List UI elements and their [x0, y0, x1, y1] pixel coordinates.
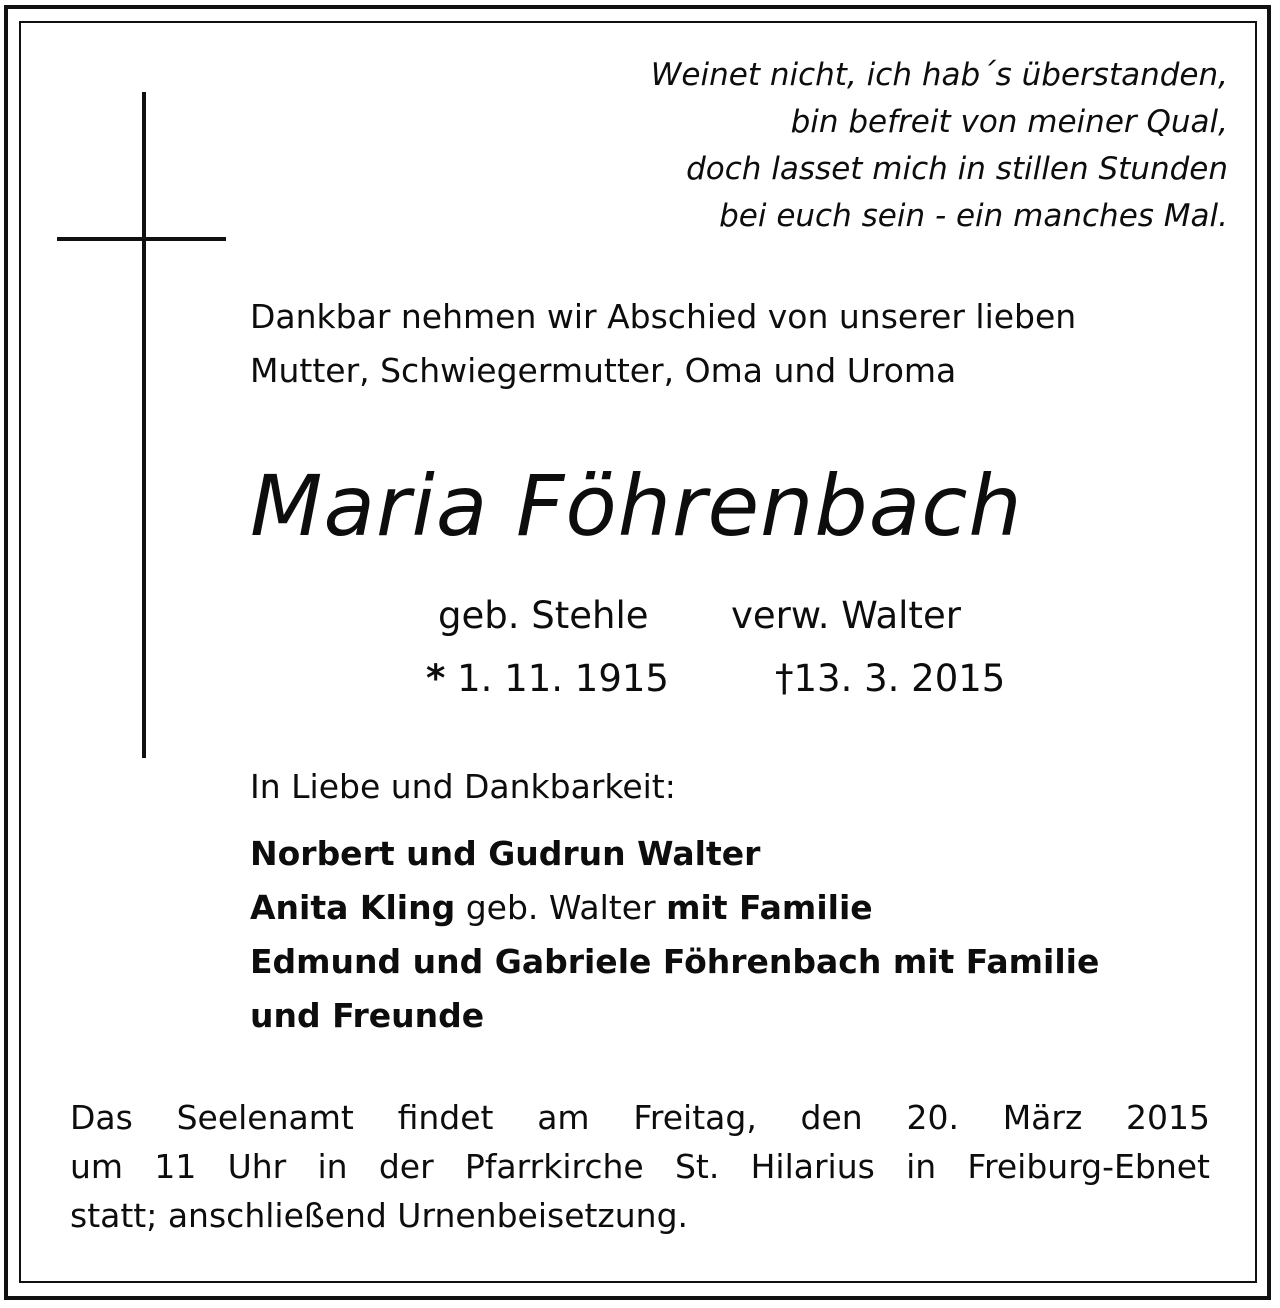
- poem-line: bin befreit von meiner Qual,: [790, 104, 1228, 140]
- mourning-line: In Liebe und Dankbarkeit:: [250, 767, 676, 806]
- intro-line-1: Dankbar nehmen wir Abschied von unserer lieben: [250, 297, 1077, 336]
- birth-date-line: [426, 655, 669, 703]
- death-cross-icon: †: [775, 657, 794, 700]
- cross-icon-horizontal: [57, 237, 226, 241]
- poem-line: doch lasset mich in stillen Stunden: [686, 151, 1228, 187]
- birth-date: 1. 11. 1915: [457, 657, 669, 700]
- death-date-line: [775, 655, 1005, 703]
- poem-line: Weinet nicht, ich hab´s überstanden,: [650, 57, 1228, 93]
- mourners-list: [250, 827, 1099, 1043]
- birth-name: geb. Stehle: [438, 594, 649, 637]
- service-line-3: statt; anschließend Urnenbeisetzung.: [70, 1196, 689, 1235]
- birth-star-icon: *: [426, 657, 446, 700]
- mourner-line-3: Edmund und Gabriele Föhrenbach mit Familie: [250, 942, 1100, 981]
- mourner-line-2: [250, 881, 1099, 935]
- mourner-line-4: und Freunde: [250, 996, 485, 1035]
- intro-text: [250, 290, 1076, 398]
- intro-line-2: Mutter, Schwiegermutter, Oma und Uroma: [250, 351, 957, 390]
- mourner-maiden-name: geb. Walter: [465, 888, 656, 927]
- cross-icon-vertical: [142, 92, 146, 758]
- deceased-name: Maria Föhrenbach: [250, 457, 1023, 555]
- widowed-name: verw. Walter: [731, 594, 961, 637]
- service-line-2: um 11 Uhr in der Pfarrkirche St. Hilarius in Freiburg-Ebnet: [70, 1147, 1210, 1186]
- memorial-poem: [528, 52, 1228, 240]
- death-date: 13. 3. 2015: [793, 657, 1006, 700]
- mourner-suffix: mit Familie: [666, 888, 873, 927]
- service-line-1: Das Seelenamt findet am Freitag, den 20. März 2015: [70, 1098, 1210, 1137]
- service-notice: [70, 1093, 1210, 1240]
- mourner-name: Anita Kling: [250, 888, 456, 927]
- poem-line: bei euch sein - ein manches Mal.: [719, 198, 1228, 234]
- mourner-line-1: Norbert und Gudrun Walter: [250, 834, 761, 873]
